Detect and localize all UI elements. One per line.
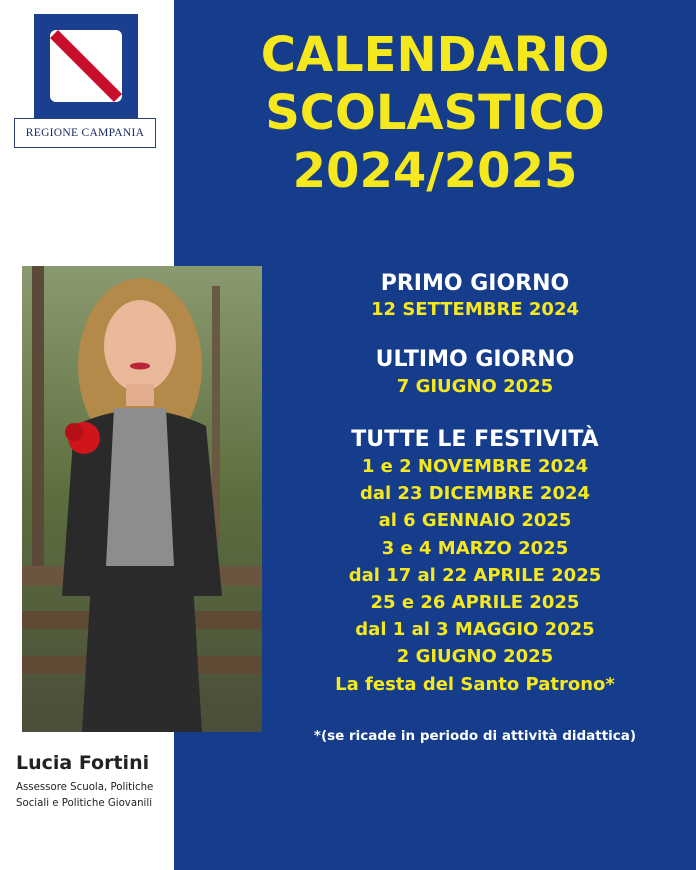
first-day-date: 12 SETTEMBRE 2024 [371,299,579,320]
holiday-item: dal 23 DICEMBRE 2024 [359,483,591,505]
footnote: *(se ricade in periodo di attività didattica) [313,728,637,744]
last-day-label: ULTIMO GIORNO [375,347,575,372]
shield-icon [34,14,138,118]
last-day-date: 7 GIUGNO 2025 [396,376,554,397]
holidays-label: TUTTE LE FESTIVITÀ [351,427,599,452]
title-line-1: CALENDARIO [260,27,610,83]
holiday-item: 2 GIUGNO 2025 [396,646,554,668]
title-line-2: SCOLASTICO [265,85,605,141]
holiday-item: al 6 GENNAIO 2025 [378,510,572,532]
title-line-3: 2024/2025 [292,143,578,199]
holiday-item: La festa del Santo Patrono* [335,673,615,695]
person-name: Lucia Fortini [16,752,150,774]
portrait-photo [22,266,262,732]
holiday-list [255,453,695,698]
first-day-label: PRIMO GIORNO [380,271,570,296]
logo-text: REGIONE CAMPANIA [25,127,145,139]
holiday-item: 25 e 26 APRILE 2025 [370,592,580,614]
holiday-item: dal 1 al 3 MAGGIO 2025 [355,619,595,641]
holiday-item: dal 17 al 22 APRILE 2025 [348,564,602,586]
page-title [190,26,680,200]
regione-campania-logo [14,14,156,148]
holiday-item: 3 e 4 MARZO 2025 [381,537,569,559]
logo-text-box [14,118,156,148]
person-role: Assessore Scuola, Politiche Sociali e Politiche Giovanili [16,782,154,809]
holiday-item: 1 e 2 NOVEMBRE 2024 [361,456,589,477]
